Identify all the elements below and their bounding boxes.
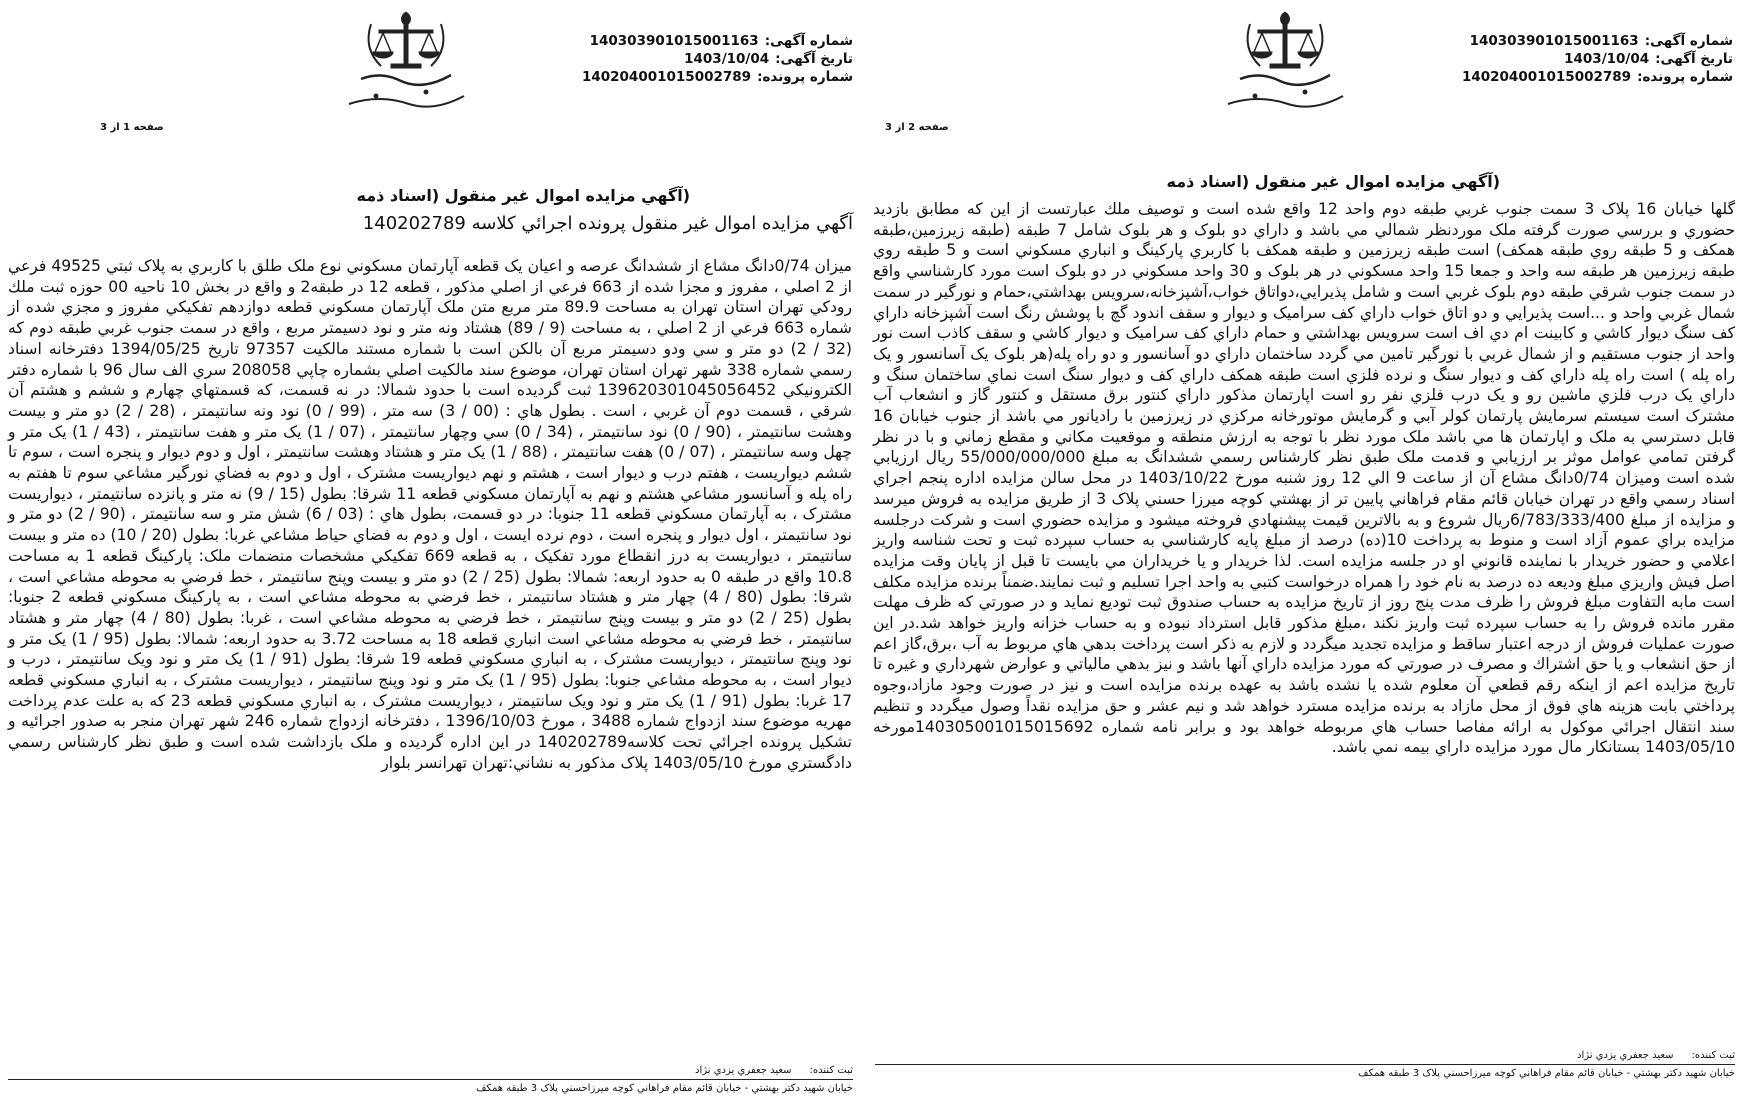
ad-header — [582, 32, 853, 86]
file-number-label: شماره پرونده: — [757, 69, 853, 85]
ad-number-label: شماره آگهی: — [1644, 33, 1733, 49]
footer — [875, 1050, 1735, 1079]
file-number: 140204001015002789 — [1461, 69, 1632, 85]
office-address: خيابان شهيد دكتر بهشتي - خيابان قائم مقام فراهاني كوچه ميرزاحسني پلاک 3 طبقه همكف — [476, 1083, 853, 1094]
ad-date-label: تاریخ آگهی: — [775, 51, 853, 67]
case-subtitle: آگهي مزايده اموال غير منقول پرونده اجرائي كلاسه 140202789 — [362, 213, 853, 234]
page-2 — [865, 0, 1745, 1119]
registrar-label: ثبت کننده: — [1691, 1050, 1735, 1061]
document-title: (آگهي مزايده اموال غير منقول (اسناد ذمه — [356, 186, 690, 205]
footer-divider — [875, 1064, 1735, 1065]
ad-header — [1462, 32, 1733, 86]
page-1 — [0, 0, 865, 1119]
ad-number: 140303901015001163 — [589, 33, 759, 49]
registrar-name: سعيد جعفري يزدي نژاد — [695, 1065, 792, 1076]
file-number-label: شماره پرونده: — [1637, 69, 1733, 85]
registrar-name: سعيد جعفري يزدي نژاد — [1577, 1050, 1674, 1061]
ad-number-label: شماره آگهی: — [764, 33, 853, 49]
judiciary-emblem-icon — [331, 4, 481, 122]
registrar-label: ثبت کننده: — [809, 1065, 853, 1076]
document-title: (آگهي مزايده اموال غير منقول (اسناد ذمه — [1166, 172, 1500, 191]
office-address: خيابان شهيد دكتر بهشتي - خيابان قائم مقام فراهاني كوچه ميرزاحسني پلاک 3 طبقه همكف — [1358, 1068, 1735, 1079]
ad-date: 1403/10/04 — [684, 51, 770, 67]
notice-body-text: ميزان 0/74دانگ مشاع از ششدانگ عرصه و اعيان يک قطعه آپارتمان مسكوني نوع ملک طلق با كاربري به پلاک ثبتي 49525 فرعي از 2 اصلي ، مفروز و مجزا شده از 663 فرعي از اصلي مذكور ، قطعه 12 در طبقه2 و واقع در بخش 10 ناحيه 00 حوزه ثبت ملك رودكي تهران استان تهران به مساحت 89.9 متر مربع متن ملک آپارتمان مسكوني قطعه دوازدهم تفكيكي مفروز و مجزي شده از شماره 663 فرعي از 2 اصلي ، به مساحت (9 / 89) هشتاد ونه متر و نود دسيمتر مربع ، واقع در سمت جنوب غربي طبقه دوم كه (32 / 2) دو متر و سي ودو دسيمتر مربع آن بالكن است با شماره مستند مالكيت 97357 تاريخ 1394/05/25 دفترخانه اسناد رسمي شماره 338 شهر تهران استان تهران، موضوع سند مالكيت اصلي بشماره چاپي 208058 سري الف سال 96 با شماره دفتر الكترونيكي 139620301045056452 ثبت گرديده است با حدود شمالا: در نه قسمت، كه قسمتهاي چهارم و ششم و هشتم آن شرقي ، قسمت دوم آن غربي ، است . بطول هاي : (00 / 3) سه متر ، (99 / 0) نود ونه سانتيمتر ، (28 / 2) دو متر و بيست وهشت سانتيمتر ، (90 / 0) نود سانتيمتر ، (34 / 0) سي وچهار سانتيمتر ، (07 / 1) يک متر و هفت سانتيمتر ، (43 / 1) يک متر و چهل وسه سانتيمتر ، (07 / 0) هفت سانتيمتر ، (88 / 1) يک متر و هشتاد وهشت سانتيمتر ، اول و دوم ديوار و پنجره است ، سوم تا ششم ديواريست ، هفتم درب و ديوار است ، هشتم و نهم ديواريست مشترک ، اول و دوم به فضاي نورگير مشاعي سوم تا هفتم به راه پله و آسانسور مشاعي هشتم و نهم به آپارتمان مسكوني قطعه 11 شرقا: بطول (15 / 9) نه متر و پانزده سانتيمتر ، ديواريست مشترک ، به آپارتمان مسكوني قطعه 11 جنوبا: در دو قسمت، بطول هاي : (03 / 6) شش متر و سه سانتيمتر ، (90 / 2) دو متر و نود سانتيمتر ، اول ديوار و پنجره است ، دوم نرده ايست ، اول و دوم به فضاي حياط مشاعي غربا: بطول (20 / 10) ده متر و بيست سانتيمتر ، ديواريست به درز انقطاع مورد تفكيک ، به قطعه 669 تفكيكي مشخصات منضمات ملک: پاركينگ قطعه 1 به مساحت 10.8 واقع در طبقه 0 به حدود اربعه: شمالا: بطول (25 / 2) دو متر و بيست وپنج سانتيمتر ، خط فرضي به محوطه مشاعي است ، شرقا: بطول (80 / 4) چهار متر و هشتاد سانتيمتر ، خط فرضي به محوطه مشاعي است ، به پاركينگ مسكوني قطعه 2 جنوبا: بطول (25 / 2) دو متر و بيست وپنج سانتيمتر ، خط فرضي به محوطه مشاعي است ، غربا: بطول (80 / 4) چهار متر و هشتاد سانتيمتر ، خط فرضي به محوطه مشاعي است انباري قطعه 18 به مساحت 3.72 به حدود اربعه: شمالا: بطول (95 / 1) يک متر و نود وپنج سانتيمتر ، ديواريست مشترک ، به انباري مسكوني قطعه 19 شرقا: بطول (91 / 1) يک متر و نود ويک سانتيمتر ، درب و ديوار است ، به محوطه مشاعي جنوبا: بطول (95 / 1) يک متر و نود وپنج سانتيمتر ، ديواريست مشترک ، به انباري مسكوني قطعه 17 غربا: بطول (91 / 1) يک متر و نود ويک سانتيمتر ، ديواريست مشترک ، به انباري مسكوني قطعه 23 كه به علت عدم پرداخت مهريه موضوع سند ازدواج شماره 3488 ، مورخ 1396/10/03 ، دفترخانه ازدواج شماره 246 شهر تهران منجر به صدور اجرائيه و تشكيل پرونده اجرائي تحت كلاسه140202789 در اين اداره گرديده و ملک بازداشت شده است و طبق نظر كارشناس رسمي دادگستري مورخ 1403/05/10 پلاک مذكور به نشاني:تهران تهرانسر بلوار — [8, 257, 853, 772]
footer — [8, 1065, 853, 1094]
ad-date: 1403/10/04 — [1564, 51, 1650, 67]
page-number: صفحه 2 از 3 — [885, 122, 949, 133]
judiciary-emblem-icon — [1210, 4, 1360, 122]
ad-date-label: تاریخ آگهی: — [1655, 51, 1733, 67]
page-number: صفحه 1 از 3 — [100, 122, 164, 133]
file-number: 140204001015002789 — [581, 69, 752, 85]
ad-number: 140303901015001163 — [1469, 33, 1639, 49]
notice-body-text: گلها خیابان 16 پلاک 3 سمت جنوب غربي طبقه دوم واحد 12 واقع شده است و توصيف ملك عبارتست از اين كه مطابق بازديد حضوري و بررسي صورت گرفته ملک موردنظر شمالي مي باشد و داراي دو بلوک و هر بلوک شامل 7 طبقه (طبقه زيرزمين،طبقه همكف و 5 طبقه روي طبقه همكف) است طبقه زيرزمين و طبقه همكف با كاربري پاركينگ و انباري مسكوني است و 5 طبقه روي طبقه زيرزمين هر طبقه سه واحد و جمعا 15 واحد مسكوني در هر بلوک و 30 واحد مسكوني در دو بلوک است مورد كارشناسي واقع در سمت جنوب شرقي طبقه دوم بلوک غربي است و شامل پذيرايي،دواتاق خواب،آشپزخانه،سرويس بهداشتي،حمام و نورگير در سمت شمال غربي واحد و ...است پذيرايي و دو اتاق خواب داراي كف سراميک و ديوار و سقف اندود گچ با پوشش رنگ است آشپزخانه داراي كف سنگ ديوار كاشي و كابينت ام دي اف است سرويس بهداشتي و حمام داراي كف سراميک و ديوار كاشي و سقف كاذب است نور واحد از جنوب مستقيم و از شمال غربي با نورگير تامين مي گردد ساختمان داراي دو آسانسور و دو راه پله(هر بلوک يک آسانسور و يک راه پله ) است راه پله داراي كف و ديوار سنگ و نرده فلزي است طبقه همكف داراي كف و ديوار سنگ است نماي ساختمان سنگ و داراي يک درب فلزي ماشين رو و يک درب فلزي نفر رو است اپارتمان مذكور داراي كنتور برق مستقل و كنتور گاز و انشعاب آب مشترک است سيستم سرمايش پارتمان كولر آبي و گرمايش موتورخانه مركزي در زيرزمين با راديانور مي باشد از جنوب خيابان 16 قابل دسترسي به ملک و اپارتمان ها مي باشد ملک مورد نظر با توجه به ارزش منطقه و موقعيت مكاني و مقطع زماني و با در نظر گرفتن تمامي عوامل موثر بر ارزيابي و قدمت ملک طبق نظر كارشناس رسمي ششدانگ به مبلغ 55/000/000/000 ريال ارزيابي شده است وميزان 0/74دانگ مشاع آن از ساعت 9 الي 12 روز شنبه مورخ 1403/10/22 در محل سالن مزايده اداره پنجم اجراي اسناد رسمي واقع در تهران خيابان قائم مقام فراهاني پايين تر از بهشتي كوچه ميرزا حسني پلاک 3 از طريق مزايده به فروش ميرسد و مزايده از مبلغ 6/783/333/400ريال شروع و به بالاترين قيمت پيشنهادي فروخته ميشود و مزايده حضوري است و شركت درجلسه مزايده براي عموم آزاد است و منوط به پرداخت 10(ده) درصد از مبلغ پايه كارشناسي به حساب سپرده ثبت و تحت شناسه واريز اعلامي و حضور خريدار با نماينده قانوني او در جلسه مزايده است. لذا خريدار و يا خريداران مي بايست تا قبل از پايان وقت مزايده اصل فيش واريزي مبلغ وديعه ده درصد به نام خود را همراه درخواست كتبي به واحد اجرا تسليم و ثبت نمايند.ضمناً برنده مزايده مكلف است مابه التفاوت مبلغ فروش را ظرف مدت پنج روز از تاريخ مزايده به حساب صندوق ثبت توديع نمايد و در صورتي كه ظرف مهلت مقرر مانده فروش را به حساب سپرده ثبت واريز نكند ،مبلغ مذكور قابل استرداد نبوده و به حساب خزانه واريز خواهد شد.در اين صورت عمليات فروش از درجه اعتبار ساقط و مزايده تجديد ميگردد و لازم به ذكر است پرداخت بدهي هاي مربوط به آب ،برق،گاز اعم از حق انشعاب و يا حق اشتراك و مصرف در صورتي كه مورد مزايده داراي آنها باشد و نيز بدهي مالياتي و عوارض شهرداري و غيره تا تاريخ مزايده اعم از اينكه رقم قطعي آن معلوم شده يا نشده باشد به عهده برنده مزايده است و نيز در صورت وجود مازاد،وجوه پرداختي بابت هزينه هاي فوق از محل مازاد به برنده مزايده مسترد خواهد شد و نيم عشر و حق مزايده نقداً وصول ميگردد و تنظيم سند انتقال اجرائي موكول به ارائه مفاصا حساب هاي مربوطه خواهد بود و برابر نامه شماره 140305001015015692مورخه 1403/05/10 بستانكار مال مورد مزايده داراي بيمه نمي باشد. — [873, 200, 1736, 757]
footer-divider — [8, 1079, 853, 1080]
